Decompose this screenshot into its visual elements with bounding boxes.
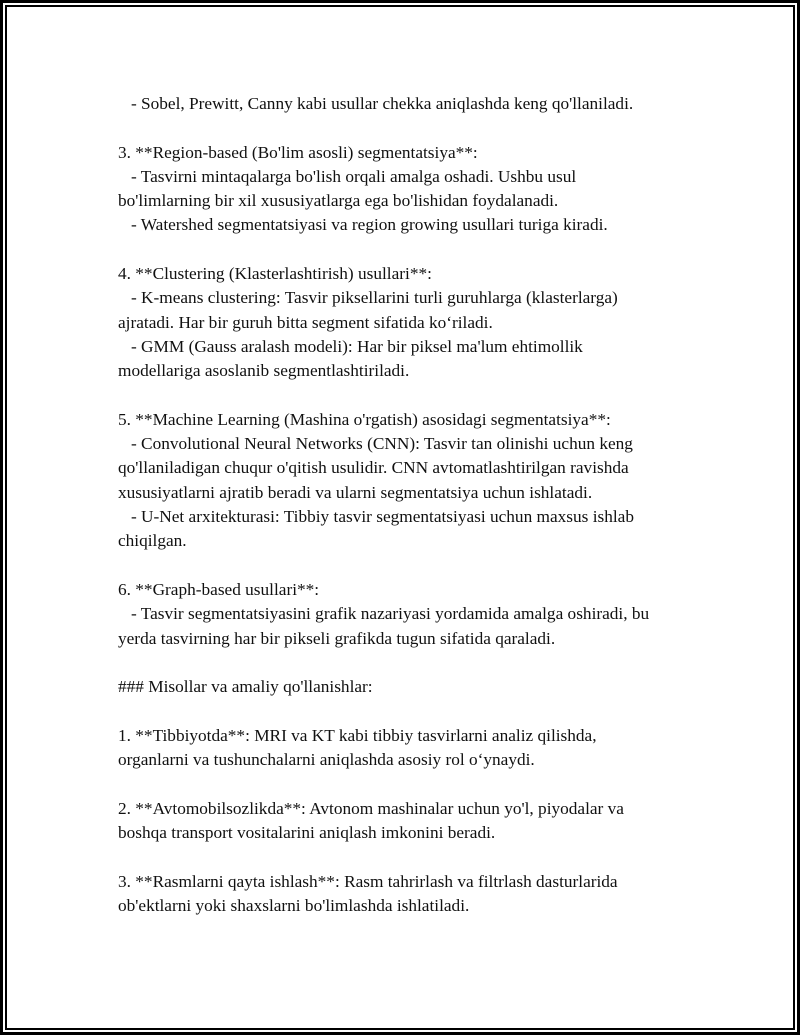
text-line: boshqa transport vositalarini aniqlash imkonini beradi. bbox=[118, 822, 496, 842]
text-line: qo'llaniladigan chuqur o'qitish usulidir. CNN avtomatlashtirilgan ravishda bbox=[118, 458, 629, 478]
text-line: - K-means clustering: Tasvir piksellarini turli guruhlarga (klasterlarga) bbox=[118, 288, 618, 308]
document-body bbox=[118, 92, 718, 918]
text-line: - Watershed segmentatsiyasi va region growing usullari turiga kiradi. bbox=[118, 215, 608, 235]
text-line: bo'limlarning bir xil xususiyatlarga ega bo'lishidan foydalanadi. bbox=[118, 191, 559, 211]
blank-line bbox=[118, 772, 718, 796]
text-line: 6. **Graph-based usullari**: bbox=[118, 579, 320, 599]
text-line: organlarni va tushunchalarni aniqlashda asosiy rol o‘ynaydi. bbox=[118, 750, 535, 770]
text-line: - Sobel, Prewitt, Canny kabi usullar chekka aniqlashda keng qo'llaniladi. bbox=[118, 94, 634, 113]
text-line: - Tasvirni mintaqalarga bo'lish orqali amalga oshadi. Ushbu usul bbox=[118, 166, 577, 186]
blank-line bbox=[118, 554, 718, 578]
text-line: modellariga asoslanib segmentlashtiriladi. bbox=[118, 361, 410, 381]
blank-line bbox=[118, 116, 718, 140]
blank-line bbox=[118, 845, 718, 869]
text-line: chiqilgan. bbox=[118, 531, 187, 551]
text-line: ob'ektlarni yoki shaxslarni bo'limlashda ishlatiladi. bbox=[118, 895, 470, 915]
text-line: 3. **Rasmlarni qayta ishlash**: Rasm tahrirlash va filtrlash dasturlarida bbox=[118, 871, 618, 891]
text-line: - GMM (Gauss aralash modeli): Har bir piksel ma'lum ehtimollik bbox=[118, 336, 583, 356]
text-line: 3. **Region-based (Bo'lim asosli) segmentatsiya**: bbox=[118, 142, 478, 162]
blank-line bbox=[118, 238, 718, 262]
text-line: 4. **Clustering (Klasterlashtirish) usullari**: bbox=[118, 264, 432, 284]
text-line: 5. **Machine Learning (Mashina o'rgatish) asosidagi segmentatsiya**: bbox=[118, 409, 611, 429]
text-line: - Convolutional Neural Networks (CNN): Tasvir tan olinishi uchun keng bbox=[118, 434, 633, 454]
text-line: yerda tasvirning har bir pikseli grafikda tugun sifatida qaraladi. bbox=[118, 628, 556, 648]
blank-line bbox=[118, 699, 718, 723]
text-line: - Tasvir segmentatsiyasini grafik nazariyasi yordamida amalga oshiradi, bu bbox=[118, 604, 650, 624]
blank-line bbox=[118, 651, 718, 675]
text-line: ### Misollar va amaliy qo'llanishlar: bbox=[118, 677, 373, 697]
blank-line bbox=[118, 384, 718, 408]
text-line: - U-Net arxitekturasi: Tibbiy tasvir segmentatsiyasi uchun maxsus ishlab bbox=[118, 507, 634, 527]
text-line: 1. **Tibbiyotda**: MRI va KT kabi tibbiy tasvirlarni analiz qilishda, bbox=[118, 725, 597, 745]
text-line: 2. **Avtomobilsozlikda**: Avtonom mashinalar uchun yo'l, piyodalar va bbox=[118, 798, 624, 818]
text-line: ajratadi. Har bir guruh bitta segment sifatida ko‘riladi. bbox=[118, 312, 493, 332]
text-line: xususiyatlarni ajratib beradi va ularni segmentatsiya uchun ishlatadi. bbox=[118, 482, 593, 502]
